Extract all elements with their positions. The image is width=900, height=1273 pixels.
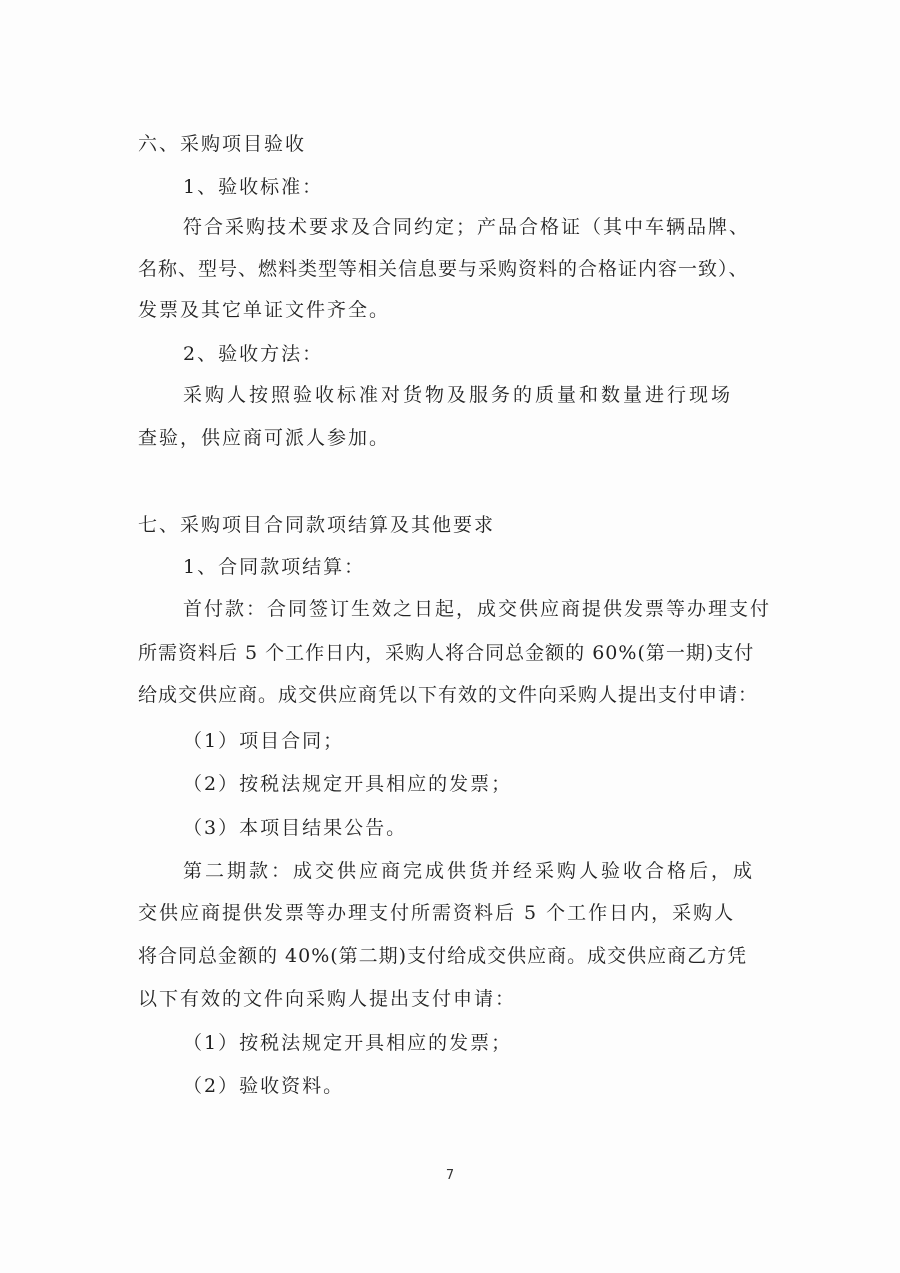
list-item: （2）按税法规定开具相应的发票；	[183, 773, 513, 795]
acceptance-method-heading: 2、验收方法：	[183, 343, 324, 365]
paragraph-line: 符合采购技术要求及合同约定；产品合格证（其中车辆品牌、	[183, 216, 751, 238]
paragraph-line: 发票及其它单证文件齐全。	[138, 299, 391, 321]
contract-settlement-heading: 1、合同款项结算：	[183, 556, 366, 578]
page-number: 7	[445, 1168, 455, 1183]
paragraph-line: 给成交供应商。成交供应商凭以下有效的文件向采购人提出支付申请：	[138, 684, 759, 706]
list-item: （2）验收资料。	[183, 1075, 345, 1097]
paragraph-line: 查验，供应商可派人参加。	[138, 427, 391, 449]
paragraph-line: 采购人按照验收标准对货物及服务的质量和数量进行现场	[183, 384, 734, 406]
section-7-heading: 七、采购项目合同款项结算及其他要求	[138, 514, 496, 536]
paragraph-line: 将合同总金额的 40%(第二期)支付给成交供应商。成交供应商乙方凭	[138, 945, 748, 967]
paragraph-line: 交供应商提供发票等办理支付所需资料后 5 个工作日内，采购人	[138, 902, 736, 924]
paragraph-line: 名称、型号、燃料类型等相关信息要与采购资料的合格证内容一致）、	[138, 258, 749, 280]
paragraph-line: 首付款：合同签订生效之日起，成交供应商提供发票等办理支付	[183, 598, 772, 620]
paragraph-line: 第二期款：成交供应商完成供货并经采购人验收合格后，成	[183, 860, 756, 882]
section-6-heading: 六、采购项目验收	[138, 133, 307, 155]
acceptance-standard-heading: 1、验收标准：	[183, 176, 324, 198]
paragraph-line: 以下有效的文件向采购人提出支付申请：	[138, 988, 517, 1010]
paragraph-line: 所需资料后 5 个工作日内，采购人将合同总金额的 60%(第一期)支付	[138, 642, 755, 664]
list-item: （1）按税法规定开具相应的发票；	[183, 1032, 513, 1054]
list-item: （1）项目合同；	[183, 730, 345, 752]
list-item: （3）本项目结果公告。	[183, 817, 408, 839]
